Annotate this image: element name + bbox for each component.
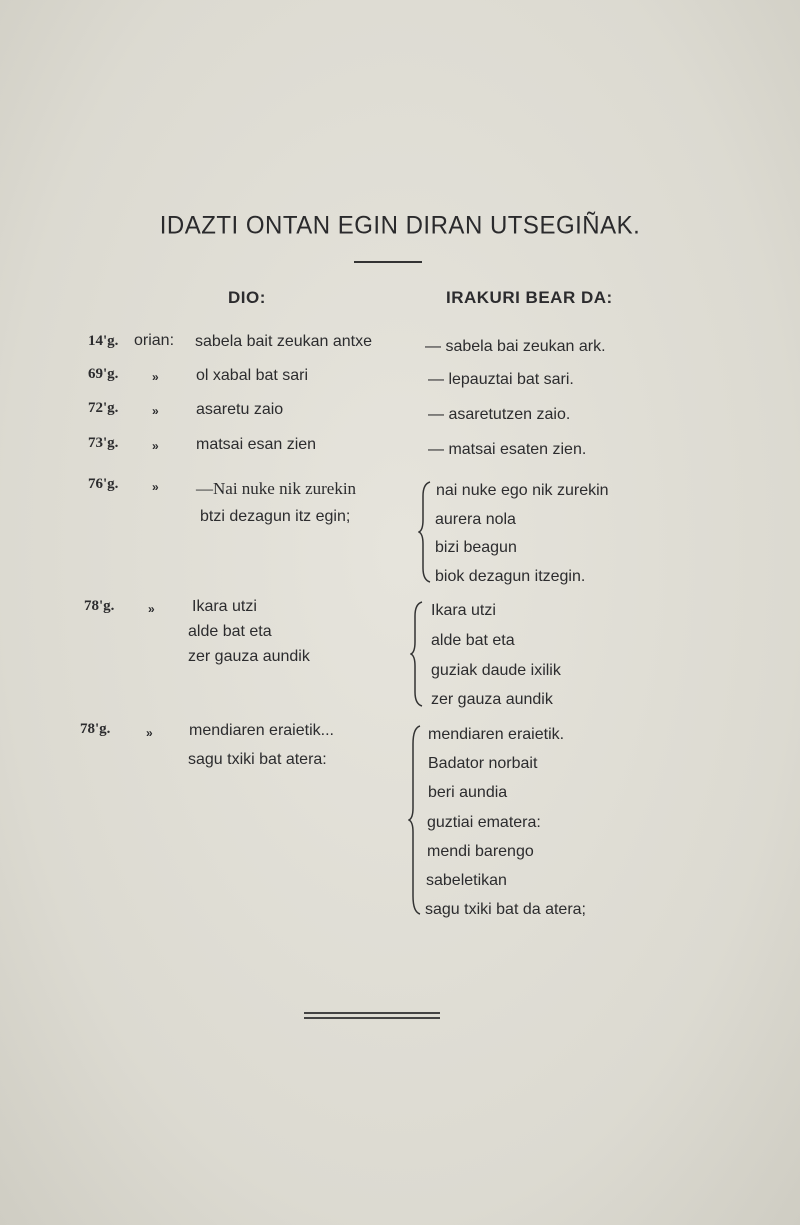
entry-dio-line: sabela bait zeukan antxe [195, 333, 373, 350]
ditto-mark: » [146, 726, 153, 740]
ditto-mark: » [148, 602, 155, 616]
curly-brace [410, 600, 424, 708]
entry-irakuri-line: biok dezagun itzegin. [435, 568, 586, 585]
entry-ref: 14'g. [88, 333, 119, 349]
entry-irakuri-line: guztiai ematera: [427, 814, 541, 831]
entry-dio-line: sagu txiki bat atera: [188, 751, 327, 768]
entry-irakuri-line: — lepauztai bat sari. [428, 371, 574, 388]
end-rule-top [304, 1012, 440, 1014]
entry-irakuri-line: — sabela bai zeukan ark. [425, 338, 606, 355]
ditto-mark: » [152, 480, 159, 494]
page-title: IDAZTI ONTAN EGIN DIRAN UTSEGIÑAK. [159, 211, 641, 240]
entry-irakuri-line: guziak daude ixilik [431, 662, 561, 679]
entry-dio-line: ol xabal bat sari [196, 367, 309, 384]
entry-irakuri-line: Badator norbait [428, 755, 538, 772]
entry-dio-line: asaretu zaio [196, 401, 284, 418]
ditto-mark: » [152, 404, 159, 418]
column-header-dio: DIO: [228, 288, 266, 307]
entry-irakuri-line: — matsai esaten zien. [428, 441, 587, 458]
entry-dio-line: zer gauza aundik [188, 648, 310, 665]
entry-ref: 76'g. [88, 476, 119, 492]
entry-irakuri-line: mendi barengo [427, 843, 534, 860]
entry-dio-line: alde bat eta [188, 623, 272, 640]
curly-brace [408, 724, 422, 916]
entry-irakuri-line: zer gauza aundik [431, 691, 553, 708]
entry-dio-line: btzi dezagun itz egin; [200, 508, 351, 525]
entry-ref: 78'g. [84, 598, 115, 614]
entry-ref: 72'g. [88, 400, 119, 416]
entry-ref: 78'g. [80, 721, 111, 737]
entry-irakuri-line: bizi beagun [435, 539, 517, 556]
ditto-mark: » [152, 370, 159, 384]
entry-dio-line: Ikara utzi [192, 598, 257, 615]
entry-irakuri-line: sagu txiki bat da atera; [425, 901, 586, 918]
entry-irakuri-line: beri aundia [428, 784, 508, 801]
entry-irakuri-line: nai nuke ego nik zurekin [436, 482, 609, 499]
entry-dio-line: —Nai nuke nik zurekin [196, 479, 357, 498]
entry-irakuri-line: mendiaren eraietik. [428, 726, 565, 743]
curly-brace [418, 480, 432, 584]
title-rule [354, 261, 422, 263]
entry-irakuri-line: sabeletikan [426, 872, 507, 889]
entry-irakuri-line: — asaretutzen zaio. [428, 406, 571, 423]
column-header-irakuri: IRAKURI BEAR DA: [446, 288, 613, 307]
end-rule-bottom [304, 1017, 440, 1019]
entry-dio-line: matsai esan zien [196, 436, 317, 453]
entry-marker: orian: [134, 332, 175, 349]
ditto-mark: » [152, 439, 159, 453]
entry-irakuri-line: Ikara utzi [431, 602, 496, 619]
entry-irakuri-line: alde bat eta [431, 632, 515, 649]
entry-irakuri-line: aurera nola [435, 511, 516, 528]
entry-dio-line: mendiaren eraietik... [189, 722, 334, 739]
entry-ref: 73'g. [88, 435, 119, 451]
entry-ref: 69'g. [88, 366, 119, 382]
